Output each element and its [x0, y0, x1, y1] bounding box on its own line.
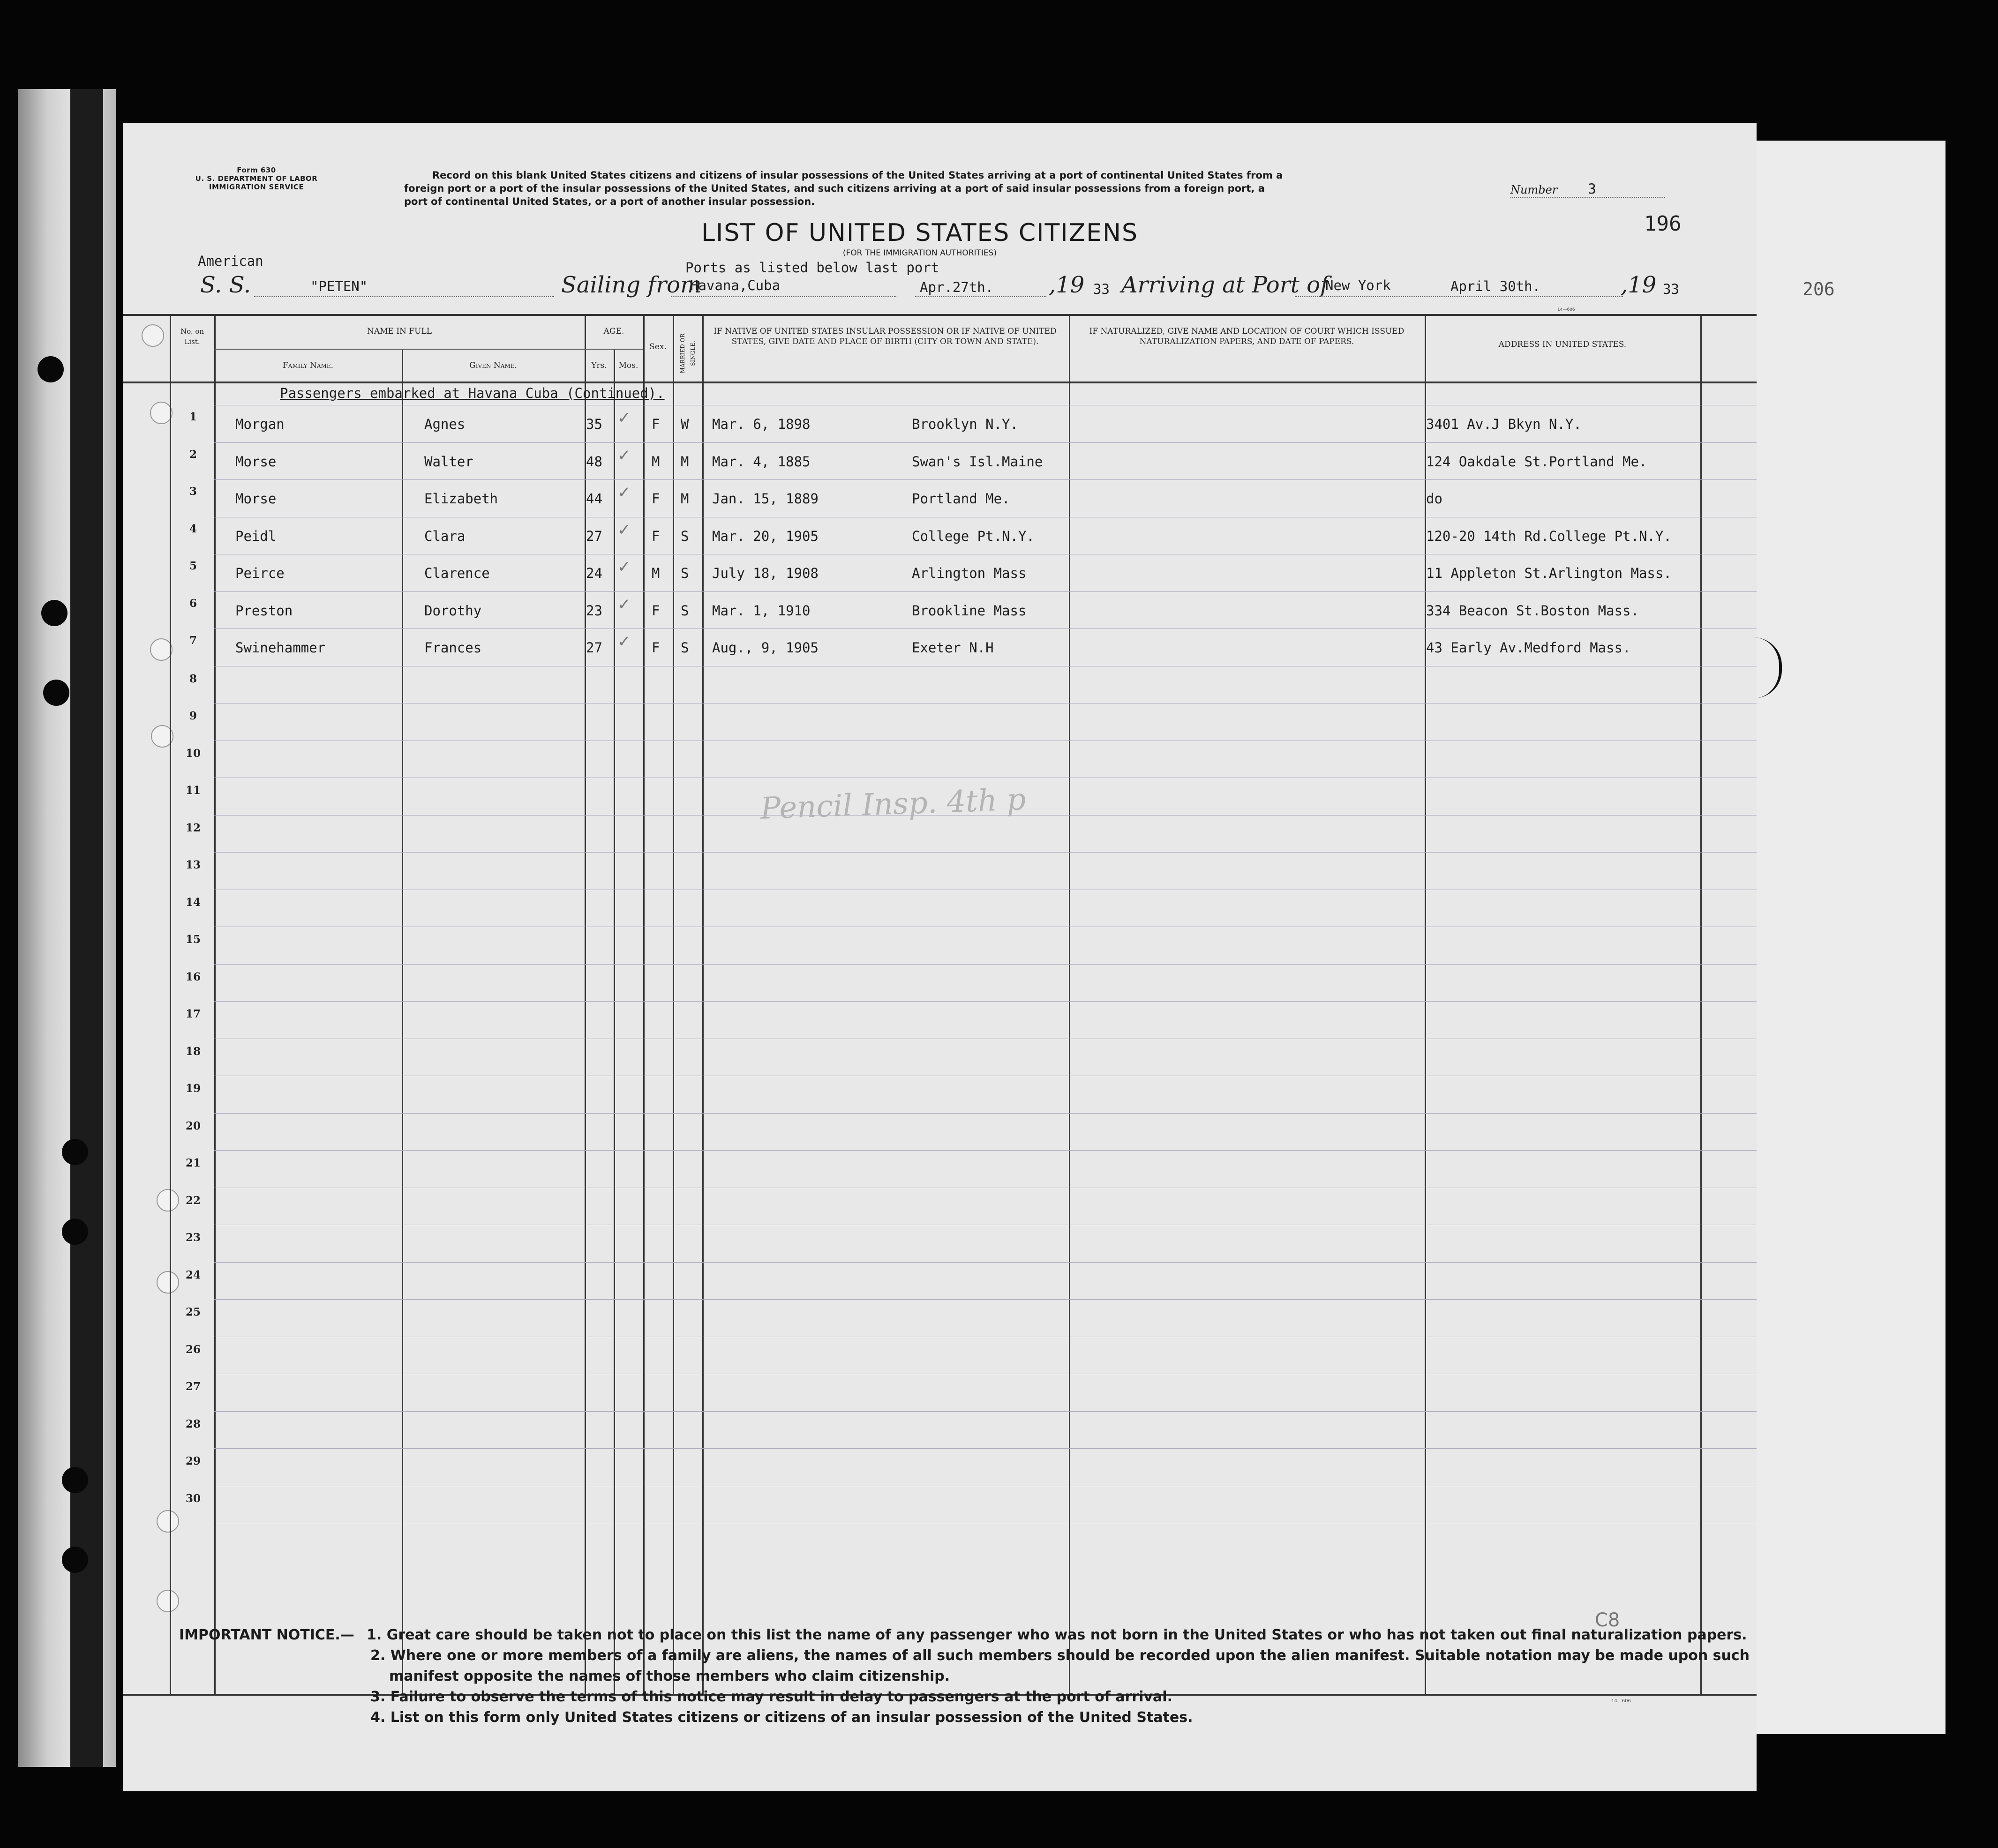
family-name: Swinehammer [235, 640, 326, 656]
birth-place: Arlington Mass [912, 565, 1027, 581]
service: IMMIGRATION SERVICE [209, 183, 304, 191]
sex: F [652, 602, 660, 619]
arrive-year-prefix: ,19 [1621, 272, 1657, 298]
notice-item: 4. List on this form only United States citizens or citizens of an insular possession of the United States. [370, 1709, 1193, 1726]
birth-date: Mar. 1, 1910 [712, 602, 811, 619]
header-given-name: Given Name. [469, 361, 517, 370]
header-name-in-full: NAME IN FULL [367, 327, 432, 336]
given-name: Clarence [424, 565, 490, 581]
handwritten-note: Pencil Insp. 4th p [759, 782, 1027, 826]
notice-item: manifest opposite the names of those members who claim citizenship. [389, 1668, 950, 1684]
address: do [1426, 491, 1442, 507]
header-birth: IF NATIVE OF UNITED STATES INSULAR POSSESSION OR IF NATIVE OF UNITED STATES, GIVE DATE AND PLACE OF BIRTH (CITY OR TOWN AND STATE). [714, 327, 1057, 346]
row-number: 15 [185, 933, 201, 946]
row-number: 25 [185, 1306, 201, 1318]
row-number: 11 [185, 784, 201, 797]
ship-name: "PETEN" [310, 278, 368, 294]
birth-date: July 18, 1908 [712, 565, 819, 581]
number-value: 3 [1588, 181, 1596, 197]
depart-year: 33 [1093, 281, 1110, 297]
notice-item: 3. Failure to observe the terms of this notice may result in delay to passengers at the port of arrival. [370, 1689, 1172, 1705]
marital-status: M [681, 453, 689, 470]
family-name: Peidl [235, 528, 277, 544]
marital-status: W [681, 416, 689, 432]
marital-status: S [681, 640, 689, 656]
address: 3401 Av.J Bkyn N.Y. [1426, 416, 1582, 432]
punch-hole [41, 600, 68, 626]
table-row [123, 628, 1757, 666]
number-label: Number [1510, 183, 1558, 196]
row-number: 29 [185, 1455, 201, 1467]
family-name: Peirce [235, 565, 285, 581]
row-number: 23 [185, 1231, 201, 1244]
header-divider [214, 349, 643, 350]
row-number: 20 [185, 1119, 201, 1132]
arrive-line [1295, 296, 1623, 297]
manifest-sheet [123, 123, 1757, 1791]
notice-label: IMPORTANT NOTICE.— [179, 1627, 354, 1643]
instructions-line: foreign port or a port of the insular possessions of the United States, and such citizens arriving at a port of said insular possessions from a foreign port, a [404, 183, 1265, 194]
row-number: 1 [189, 411, 197, 423]
notice-row [179, 1625, 1747, 1646]
table-row [123, 703, 1757, 741]
birth-place: Exeter N.H [912, 640, 994, 656]
row-number: 10 [185, 747, 201, 760]
given-name: Dorothy [424, 602, 482, 619]
birth-date: Mar. 6, 1898 [712, 416, 811, 432]
row-number: 4 [189, 522, 197, 535]
marital-status: M [681, 491, 689, 507]
address: 120-20 14th Rd.College Pt.N.Y. [1426, 528, 1672, 544]
header-age: AGE. [603, 327, 624, 336]
row-number: 8 [189, 672, 197, 685]
table-row [123, 927, 1757, 964]
form-title: LIST OF UNITED STATES CITIZENS [701, 219, 1138, 247]
notice-item: 1. Great care should be taken not to place on this list the name of any passenger who was not born in the United States or who has not taken out final naturalization papers. [367, 1627, 1747, 1643]
depart-date: Apr.27th. [920, 279, 994, 295]
table-row [123, 591, 1757, 629]
age-years: 23 [586, 602, 602, 619]
instructions-line: port of continental United States, or a port of another insular possession. [404, 196, 815, 207]
table-row [123, 1113, 1757, 1151]
row-number: 21 [185, 1157, 201, 1169]
row-number: 7 [189, 634, 197, 647]
address: 124 Oakdale St.Portland Me. [1426, 453, 1647, 470]
table-row [123, 554, 1757, 591]
table-row [123, 1001, 1757, 1039]
row-number: 28 [185, 1417, 201, 1430]
table-row [123, 1262, 1757, 1300]
table-row [123, 852, 1757, 890]
table-row [123, 1188, 1757, 1225]
marital-status: S [681, 565, 689, 581]
row-number: 27 [185, 1380, 201, 1393]
header-naturalized: IF NATURALIZED, GIVE NAME AND LOCATION OF COURT WHICH ISSUED NATURALIZATION PAPERS, AND DATE OF PAPERS. [1089, 327, 1405, 346]
year-prefix: 19 [1056, 272, 1085, 298]
table-row [123, 666, 1757, 703]
depart-year-prefix: ,19 [1049, 272, 1085, 298]
check-mark: ✓ [617, 409, 631, 427]
row-number: 18 [185, 1045, 201, 1058]
row-number: 13 [185, 859, 201, 871]
header-sex: Sex. [649, 342, 667, 352]
punch-hole [62, 1467, 88, 1493]
print-code: 14—606 [1611, 1698, 1631, 1704]
arrive-year: 33 [1663, 281, 1679, 297]
address: 334 Beacon St.Boston Mass. [1426, 602, 1639, 619]
table-row [123, 405, 1757, 442]
sailing-label: Sailing from [561, 272, 702, 298]
table-row [123, 741, 1757, 778]
punch-hole [62, 1219, 88, 1245]
table-row [123, 1486, 1757, 1523]
ship-line [254, 296, 554, 297]
table-row [123, 1150, 1757, 1188]
punch-hole [62, 1547, 88, 1573]
row-number: 16 [185, 970, 201, 983]
table-row [123, 1411, 1757, 1449]
table-row [123, 479, 1757, 517]
table-row [123, 815, 1757, 853]
section-note: Passengers embarked at Havana Cuba (Continued). [280, 385, 665, 401]
header-married: MARRIED OR SINGLE. [679, 333, 696, 374]
header-no-on-list: No. on List. [180, 327, 204, 346]
sex: M [652, 565, 660, 581]
age-years: 24 [586, 565, 602, 581]
header-bottom [123, 382, 1757, 383]
given-name: Frances [424, 640, 482, 656]
birth-date: Aug., 9, 1905 [712, 640, 819, 656]
nationality: American [198, 253, 263, 269]
ports-note: Ports as listed below last port [685, 260, 939, 276]
side-stamp: 206 [1803, 279, 1835, 299]
sex: F [652, 416, 660, 432]
birth-date: Jan. 15, 1889 [712, 491, 819, 507]
address: 11 Appleton St.Arlington Mass. [1426, 565, 1672, 581]
punch-hole [43, 680, 69, 706]
form-subtitle: (FOR THE IMMIGRATION AUTHORITIES) [842, 248, 997, 258]
table-row [123, 442, 1757, 480]
marital-status: S [681, 602, 689, 619]
table-row [123, 1448, 1757, 1486]
birth-place: Swan's Isl.Maine [912, 453, 1043, 470]
table-row [123, 1076, 1757, 1113]
arriving-label: Arriving at Port of [1121, 272, 1329, 298]
family-name: Morse [235, 453, 277, 470]
given-name: Clara [424, 528, 466, 544]
header-family-name: Family Name. [282, 361, 333, 370]
age-years: 35 [586, 416, 602, 432]
print-code: 14—606 [1557, 307, 1575, 312]
row-number: 14 [185, 896, 201, 909]
important-notice [179, 1625, 1750, 1728]
passenger-table [123, 314, 1757, 1696]
header-yrs: Yrs. [591, 361, 607, 370]
family-name: Preston [235, 602, 293, 619]
row-number: 22 [185, 1194, 201, 1207]
table-row [123, 1039, 1757, 1076]
table-row [123, 1225, 1757, 1262]
age-years: 27 [586, 640, 602, 656]
department: U. S. DEPARTMENT OF LABOR [195, 174, 318, 183]
header-mos: Mos. [618, 361, 638, 370]
given-name: Walter [424, 453, 473, 470]
arrive-port: New York [1325, 277, 1391, 293]
row-number: 5 [189, 560, 197, 572]
depart-date-line [915, 296, 1046, 297]
from-port: Havana,Cuba [690, 277, 781, 293]
row-number: 9 [189, 710, 197, 722]
row-number: 3 [189, 485, 197, 498]
table-row [123, 1374, 1757, 1411]
birth-place: Brookline Mass [912, 602, 1027, 619]
address: 43 Early Av.Medford Mass. [1426, 640, 1631, 656]
age-years: 44 [586, 491, 602, 507]
number-field [1510, 181, 1665, 198]
punch-hole [62, 1139, 88, 1165]
family-name: Morgan [235, 416, 285, 432]
check-mark: ✓ [617, 446, 631, 465]
given-name: Agnes [424, 416, 466, 432]
row-number: 30 [185, 1492, 201, 1505]
instructions [404, 169, 1604, 208]
table-row [123, 1337, 1757, 1374]
notice-item: 2. Where one or more members of a family are aliens, the names of all such members should be recorded upon the alien manifest. Suitable notation may be made upon such [370, 1647, 1750, 1664]
check-mark: ✓ [617, 520, 631, 539]
row-number: 2 [189, 448, 197, 461]
instructions-line: Record on this blank United States citizens and citizens of insular possessions of the United States arriving at a port of continental United States from a [432, 170, 1283, 181]
table-row [123, 517, 1757, 554]
birth-place: College Pt.N.Y. [912, 528, 1035, 544]
birth-date: Mar. 4, 1885 [712, 453, 811, 470]
birth-place: Brooklyn N.Y. [912, 416, 1018, 432]
check-mark: ✓ [617, 595, 631, 614]
ss-label: S. S. [200, 272, 251, 298]
check-mark: ✓ [617, 632, 631, 651]
from-port-line [671, 296, 896, 297]
table-row [123, 890, 1757, 927]
check-mark: ✓ [617, 558, 631, 576]
page-stamp: 196 [1644, 212, 1682, 236]
table-row [123, 1299, 1757, 1337]
form-id [174, 166, 338, 191]
binding-edge [70, 89, 103, 1767]
arrive-date: April 30th. [1450, 278, 1541, 294]
sex: F [652, 640, 660, 656]
sex: M [652, 453, 660, 470]
marital-status: S [681, 528, 689, 544]
year-prefix: 19 [1628, 272, 1657, 298]
row-number: 6 [189, 597, 197, 610]
given-name: Elizabeth [424, 491, 498, 507]
row-number: 26 [185, 1343, 201, 1356]
row-number: 12 [185, 821, 201, 834]
form-number: Form 630 [237, 166, 276, 174]
punch-hole [38, 356, 64, 382]
birth-date: Mar. 20, 1905 [712, 528, 819, 544]
table-row [123, 964, 1757, 1002]
row-number: 24 [185, 1268, 201, 1281]
birth-place: Portland Me. [912, 491, 1010, 507]
age-years: 27 [586, 528, 602, 544]
row-number: 19 [185, 1082, 201, 1095]
check-mark: ✓ [617, 483, 631, 502]
row-number: 17 [185, 1008, 201, 1020]
family-name: Morse [235, 491, 277, 507]
header-address: ADDRESS IN UNITED STATES. [1498, 340, 1627, 349]
sex: F [652, 528, 660, 544]
stray-mark: C8 [1595, 1609, 1620, 1631]
sex: F [652, 491, 660, 507]
age-years: 48 [586, 453, 602, 470]
